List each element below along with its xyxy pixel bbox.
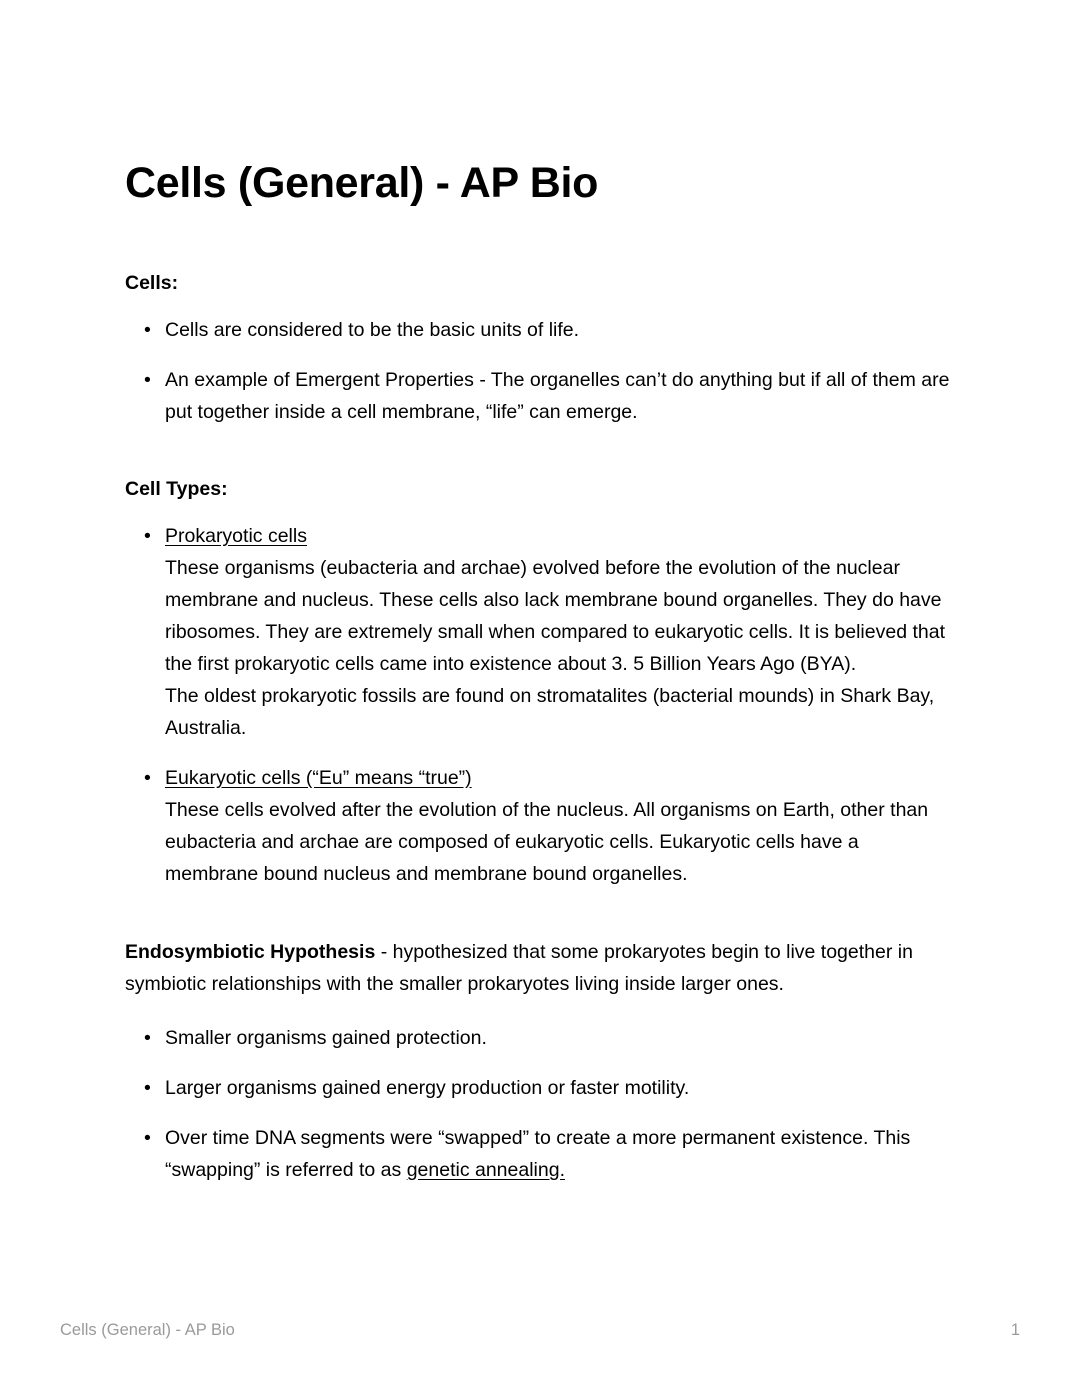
endosymbiotic-paragraph: [125, 936, 957, 1000]
page-footer: [60, 1316, 1020, 1344]
list-item: [125, 364, 957, 428]
definition-prokaryotic-cells: These organisms (eubacteria and archae) evolved before the evolution of the nuclear membrane and nucleus. These cells also lack membrane bound organelles. They do have ribosomes. They are extremely small when compared to eukaryotic cells. It is believed that the first prokaryotic cells came into existence about 3. 5 Billion Years Ago (BYA).: [165, 557, 945, 675]
list-item-text: Cells are considered to be the basic units of life.: [165, 319, 580, 341]
endosymbiotic-definition: - hypothesized that some prokaryotes begin to live together in symbiotic relationships with the smaller prokaryotes living inside larger ones.: [125, 941, 913, 995]
list-item-text: An example of Emergent Properties - The organelles can’t do anything but if all of them are put together inside a cell membrane, “life” can emerge.: [165, 369, 950, 423]
spacer: [125, 428, 957, 474]
endosymbiotic-bullet-list: [125, 1022, 957, 1186]
spacer: [125, 504, 957, 520]
document-body: [125, 268, 957, 1186]
section-heading-cell-types: Cell Types:: [125, 478, 228, 500]
cell-types-list: [125, 520, 957, 890]
bullet-icon: •: [144, 369, 151, 391]
term-prokaryotic-cells: Prokaryotic cells: [165, 525, 307, 547]
spacer: [125, 890, 957, 936]
list-item-eukaryotic: [125, 762, 957, 890]
list-item-prokaryotic: [125, 520, 957, 744]
definition-eukaryotic-cells: These cells evolved after the evolution of the nucleus. All organisms on Earth, other than eubacteria and archae are composed of eukaryotic cells. Eukaryotic cells have a membrane bound nucleus and membrane bound organelles.: [165, 799, 929, 885]
bullet-icon: •: [144, 767, 151, 789]
list-item-text: Smaller organisms gained protection.: [165, 1027, 487, 1049]
term-endosymbiotic-hypothesis: Endosymbiotic Hypothesis: [125, 941, 376, 963]
definition-prokaryotic-fossils: The oldest prokaryotic fossils are found on stromatalites (bacterial mounds) in Shark Bay, Australia.: [165, 685, 935, 739]
footer-page-number: 1: [1010, 1321, 1020, 1339]
spacer: [125, 1000, 957, 1022]
term-genetic-annealing: genetic annealing.: [406, 1159, 565, 1181]
bullet-icon: •: [144, 525, 151, 547]
page-title: Cells (General) - AP Bio: [125, 158, 599, 207]
bullet-icon: •: [144, 1127, 151, 1149]
list-item: [125, 314, 957, 346]
list-item-text-line2: “swapping” is referred to as: [165, 1159, 407, 1181]
bullet-icon: •: [144, 1077, 151, 1099]
bullet-icon: •: [144, 1027, 151, 1049]
list-item-text: Over time DNA segments were “swapped” to create a more permanent existence. This: [165, 1127, 911, 1149]
term-eukaryotic-cells: Eukaryotic cells (“Eu” means “true”): [165, 767, 472, 789]
footer-document-title: Cells (General) - AP Bio: [60, 1321, 235, 1339]
list-item: [125, 1072, 957, 1104]
list-item: [125, 1122, 957, 1186]
list-item-text: Larger organisms gained energy production or faster motility.: [165, 1077, 690, 1099]
bullet-icon: •: [144, 319, 151, 341]
cells-bullet-list: [125, 314, 957, 428]
list-item: [125, 1022, 957, 1054]
section-heading-cells: Cells:: [125, 272, 179, 294]
spacer: [125, 298, 957, 314]
